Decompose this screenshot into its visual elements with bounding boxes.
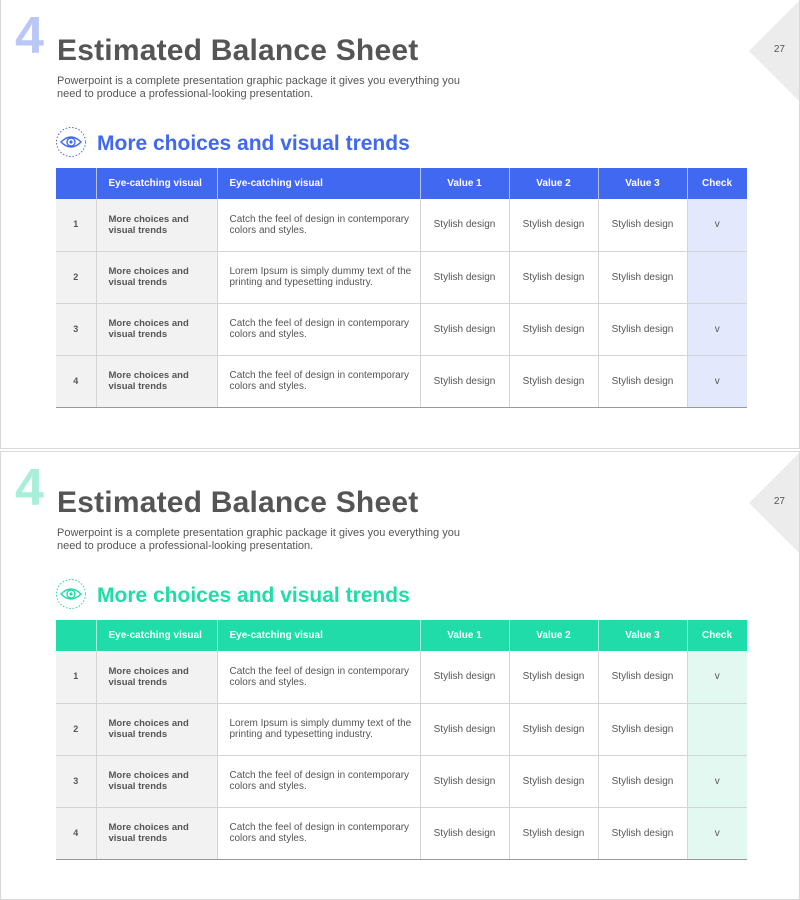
value-1-cell: Stylish design [420,355,509,407]
row-description: Catch the feel of design in contemporary colors and styles. [217,355,420,407]
value-2-cell: Stylish design [509,807,598,859]
row-feature: More choices and visual trends [96,251,217,303]
column-header: Check [687,620,747,651]
value-2-cell: Stylish design [509,703,598,755]
balance-table [56,620,748,860]
check-cell [687,251,747,303]
page-title: Estimated Balance Sheet [57,486,419,519]
row-description: Lorem Ipsum is simply dummy text of the printing and typesetting industry. [217,703,420,755]
section-title: More choices and visual trends [97,584,410,607]
slide-2 [0,451,800,900]
slide-number-badge: 4 [15,7,44,65]
column-header [56,620,96,651]
check-cell: v [687,303,747,355]
row-number: 3 [56,755,96,807]
value-1-cell: Stylish design [420,199,509,251]
table-row [56,807,747,859]
check-cell: v [687,355,747,407]
row-feature: More choices and visual trends [96,303,217,355]
value-3-cell: Stylish design [598,807,687,859]
row-feature: More choices and visual trends [96,651,217,703]
column-header [56,168,96,199]
check-cell: v [687,755,747,807]
value-2-cell: Stylish design [509,651,598,703]
row-feature: More choices and visual trends [96,755,217,807]
check-cell: v [687,807,747,859]
column-header: Eye-catching visual [96,620,217,651]
eye-icon [55,126,87,158]
row-description: Catch the feel of design in contemporary colors and styles. [217,199,420,251]
value-3-cell: Stylish design [598,755,687,807]
value-1-cell: Stylish design [420,807,509,859]
table-row [56,755,747,807]
row-feature: More choices and visual trends [96,703,217,755]
page-number: 27 [773,44,785,55]
row-number: 1 [56,199,96,251]
value-2-cell: Stylish design [509,755,598,807]
table-header-row [56,168,747,199]
table-row [56,199,747,251]
slide-1 [0,0,800,449]
page-title: Estimated Balance Sheet [57,34,419,67]
row-feature: More choices and visual trends [96,807,217,859]
eye-icon [55,578,87,610]
value-2-cell: Stylish design [509,199,598,251]
page-subtitle: Powerpoint is a complete presentation graphic package it gives you everything you need to produce a professional-looking presentation. [57,75,460,100]
table-row [56,703,747,755]
value-3-cell: Stylish design [598,355,687,407]
value-1-cell: Stylish design [420,251,509,303]
row-feature: More choices and visual trends [96,355,217,407]
row-number: 2 [56,251,96,303]
row-description: Catch the feel of design in contemporary colors and styles. [217,755,420,807]
value-2-cell: Stylish design [509,251,598,303]
row-number: 1 [56,651,96,703]
table-row [56,251,747,303]
row-description: Lorem Ipsum is simply dummy text of the printing and typesetting industry. [217,251,420,303]
row-description: Catch the feel of design in contemporary colors and styles. [217,303,420,355]
column-header: Value 2 [509,168,598,199]
row-description: Catch the feel of design in contemporary colors and styles. [217,807,420,859]
row-description: Catch the feel of design in contemporary colors and styles. [217,651,420,703]
check-cell: v [687,651,747,703]
row-feature: More choices and visual trends [96,199,217,251]
column-header: Check [687,168,747,199]
value-3-cell: Stylish design [598,703,687,755]
value-3-cell: Stylish design [598,303,687,355]
section-title: More choices and visual trends [97,132,410,155]
column-header: Eye-catching visual [217,168,420,199]
row-number: 4 [56,807,96,859]
value-1-cell: Stylish design [420,651,509,703]
value-1-cell: Stylish design [420,755,509,807]
row-number: 2 [56,703,96,755]
column-header: Eye-catching visual [96,168,217,199]
value-3-cell: Stylish design [598,651,687,703]
page-subtitle: Powerpoint is a complete presentation graphic package it gives you everything you need to produce a professional-looking presentation. [57,527,460,552]
column-header: Value 1 [420,620,509,651]
row-number: 4 [56,355,96,407]
check-cell: v [687,199,747,251]
value-3-cell: Stylish design [598,199,687,251]
column-header: Value 3 [598,168,687,199]
table-header-row [56,620,747,651]
value-1-cell: Stylish design [420,303,509,355]
page-number: 27 [773,496,785,507]
column-header: Value 2 [509,620,598,651]
value-2-cell: Stylish design [509,355,598,407]
row-number: 3 [56,303,96,355]
balance-table [56,168,748,408]
value-3-cell: Stylish design [598,251,687,303]
value-1-cell: Stylish design [420,703,509,755]
column-header: Value 3 [598,620,687,651]
value-2-cell: Stylish design [509,303,598,355]
table-row [56,303,747,355]
check-cell [687,703,747,755]
table-row [56,651,747,703]
table-row [56,355,747,407]
column-header: Value 1 [420,168,509,199]
slide-number-badge: 4 [15,459,44,517]
column-header: Eye-catching visual [217,620,420,651]
